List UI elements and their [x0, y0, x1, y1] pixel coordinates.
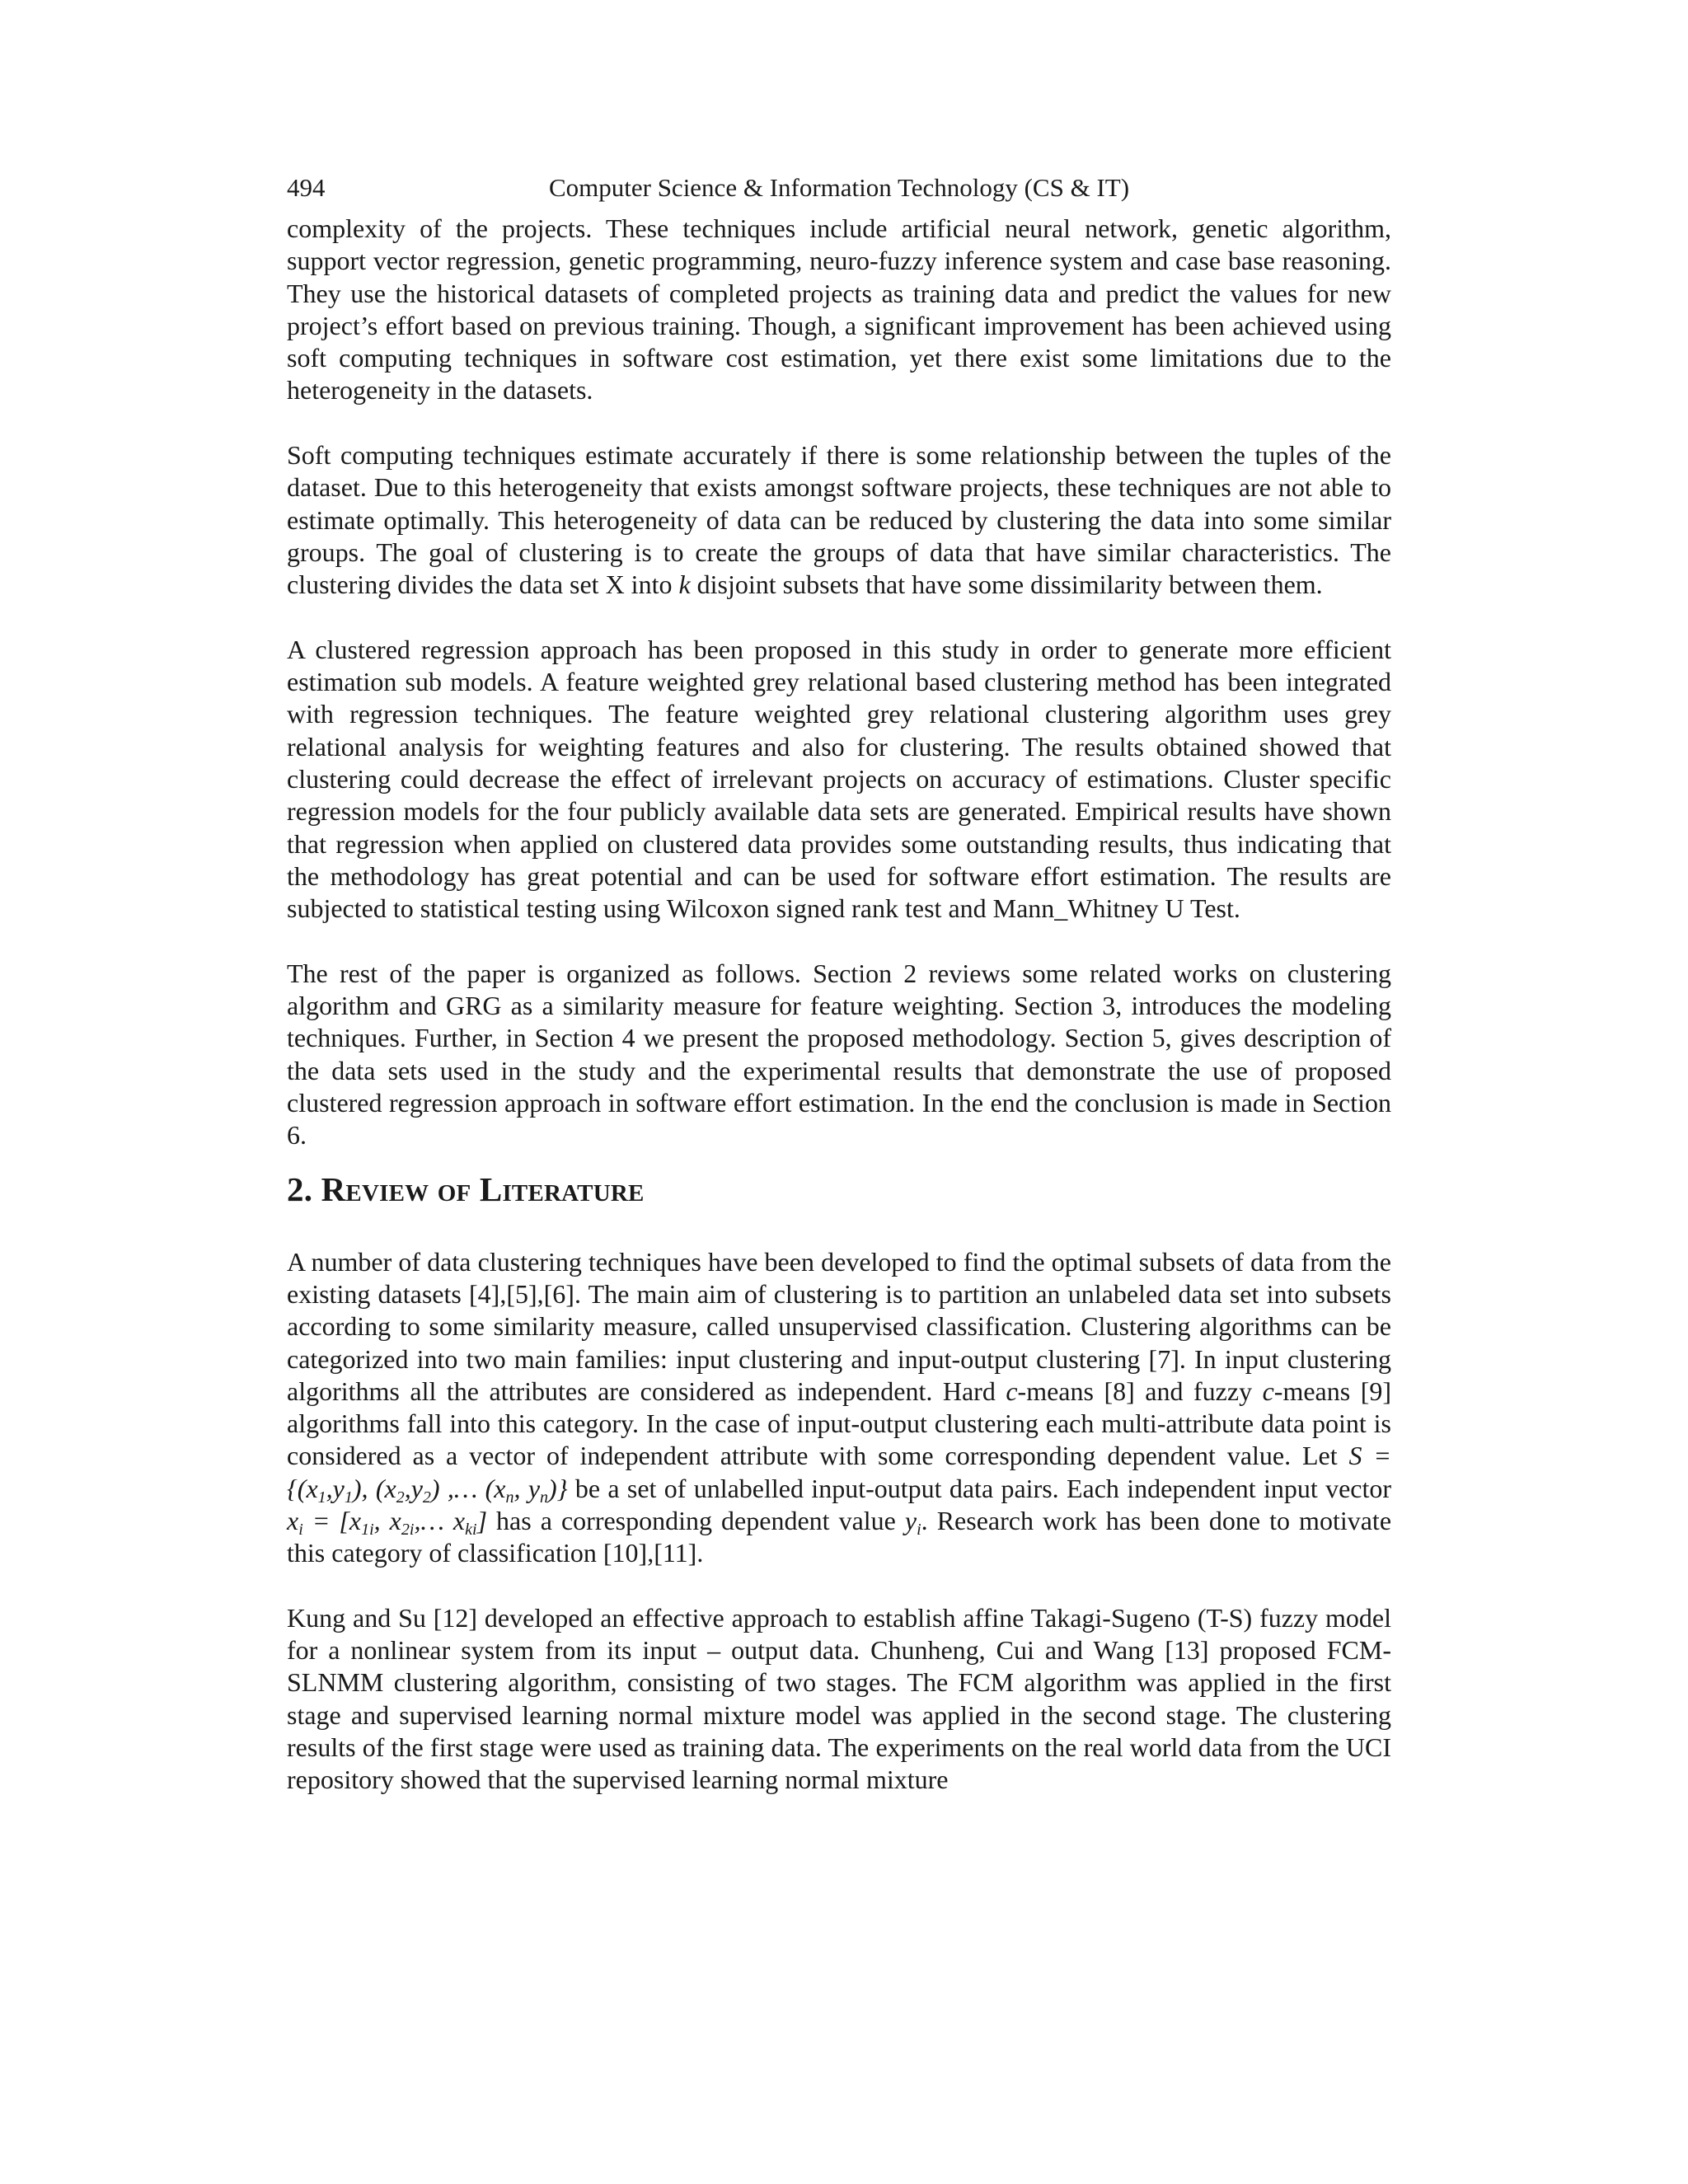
- math-vector-xi: [287, 1505, 488, 1539]
- paragraph-text: A number of data clustering techniques have been developed to find the optimal subsets of data from the existing datasets [4],[5],[6]. The main aim of clustering is to partition an unlabeled data set into subsets according to some similarity measure, called unsupervised classification. Clustering algorithms can be categorized into two main families: input clustering and input-output clustering [7]. In input clustering algorithms all the attributes are considered as independent. Hard: [287, 1246, 1391, 1406]
- variable-k: k: [678, 569, 691, 600]
- math-text: ) ,… (x: [430, 1473, 506, 1503]
- math-text: ,… x: [414, 1505, 466, 1535]
- math-subscript: 2i: [401, 1520, 415, 1539]
- math-subscript: i: [298, 1520, 303, 1539]
- paragraph-text: has a corresponding dependent value: [487, 1505, 905, 1535]
- journal-title: Computer Science & Information Technology (CS & IT): [548, 173, 1130, 202]
- math-subscript: 1i: [361, 1520, 374, 1539]
- paragraph-text: be a set of unlabelled input-output data pairs. Each independent input vector: [567, 1473, 1392, 1503]
- math-text: ]: [476, 1505, 488, 1535]
- page-number: 494: [287, 173, 326, 202]
- paragraph-text: disjoint subsets that have some dissimilarity between them.: [690, 569, 1323, 600]
- math-text: )}: [548, 1473, 568, 1503]
- math-subscript: n: [540, 1488, 549, 1507]
- math-text: y: [904, 1505, 917, 1535]
- math-text: ), (x: [352, 1473, 396, 1503]
- math-subscript: 2: [396, 1488, 405, 1507]
- paragraph-clustered-regression: A clustered regression approach has been proposed in this study in order to generate more efficient estimation sub models. A feature weighted grey relational based clustering method has been integrated with regression techniques. The feature weighted grey relational clustering algorithm uses grey relational analysis for weighting features and also for clustering. The results obtained showed that clustering could decrease the effect of irrelevant projects on accuracy of estimations. Cluster specific regression models for the four publicly available data sets are generated. Empirical results have shown that regression when applied on clustered data provides some outstanding results, thus indicating that the methodology has great potential and can be used for software effort estimation. The results are subjected to statistical testing using Wilcoxon signed rank test and Mann_Whitney U Test.: [287, 634, 1391, 924]
- paragraph-related-work: Kung and Su [12] developed an effective approach to establish affine Takagi-Sugeno (T-S) fuzzy model for a nonlinear system from its input – output data. Chunheng, Cui and Wang [13] proposed FCM-SLNMM clustering algorithm, consisting of two stages. The FCM algorithm was applied in the first stage and supervised learning normal mixture model was applied in the second stage. The clustering results of the first stage were used as training data. The experiments on the real world data from the UCI repository showed that the supervised learning normal mixture: [287, 1602, 1391, 1795]
- math-text: , x: [373, 1505, 401, 1535]
- paragraph-text: -means [8] and fuzzy: [1017, 1376, 1263, 1406]
- math-subscript: 2: [422, 1488, 431, 1507]
- paragraph-intro-techniques: complexity of the projects. These techniques include artificial neural network, genetic algorithm, support vector regression, genetic programming, neuro-fuzzy inference system and case base reasoning. They use the historical datasets of completed projects as training data and predict the values for new project’s effort based on previous training. Though, a significant improvement has been achieved using soft computing techniques in software cost estimation, yet there exist some limitations due to the heterogeneity in the datasets.: [287, 213, 1391, 405]
- math-text: = [x: [302, 1505, 362, 1535]
- math-text: , y: [513, 1473, 541, 1503]
- math-subscript: ki: [465, 1520, 477, 1539]
- running-header: [287, 168, 1391, 208]
- paragraph-text: Soft computing techniques estimate accurately if there is some relationship between the tuples of the dataset. Due to this heterogeneity that exists amongst software projects, these techniques are not able to estimate optimally. This heterogeneity of data can be reduced by clustering the data into some similar groups. The goal of clustering is to create the groups of data that have similar characteristics. The clustering divides the data set X into: [287, 440, 1391, 600]
- body-text: [287, 213, 1391, 1797]
- math-text: ,y: [404, 1473, 423, 1503]
- variable-c: c: [1262, 1376, 1274, 1406]
- math-subscript: n: [505, 1488, 514, 1507]
- section-heading-review: 2. Review of Literature: [287, 1169, 645, 1208]
- paragraph-text: -means [9] algorithms fall into this category. In the case of input-output clustering each multi-attribute data point is considered as a vector of independent attribute with some corresponding dependent value. Let: [287, 1376, 1392, 1471]
- math-subscript: 1: [344, 1488, 353, 1507]
- paragraph-text: . Research work has been done to motivate this category of classification [10],[11].: [287, 1505, 1392, 1568]
- math-text: x: [287, 1505, 299, 1535]
- math-text: ,y: [326, 1473, 345, 1503]
- variable-c: c: [1006, 1376, 1018, 1406]
- paragraph-clustering-techniques: [287, 1246, 1391, 1570]
- math-yi: [904, 1505, 921, 1539]
- paragraph-organization: The rest of the paper is organized as follows. Section 2 reviews some related works on clustering algorithm and GRG as a similarity measure for feature weighting. Section 3, introduces the modeling techniques. Further, in Section 4 we present the proposed methodology. Section 5, gives description of the data sets used in the study and the experimental results that demonstrate the use of proposed clustered regression approach in software effort estimation. In the end the conclusion is made in Section 6.: [287, 958, 1391, 1151]
- math-subscript: 1: [317, 1488, 326, 1507]
- paragraph-heterogeneity: [287, 439, 1391, 601]
- math-text: S = {(x: [287, 1441, 1392, 1503]
- math-subscript: i: [917, 1520, 921, 1539]
